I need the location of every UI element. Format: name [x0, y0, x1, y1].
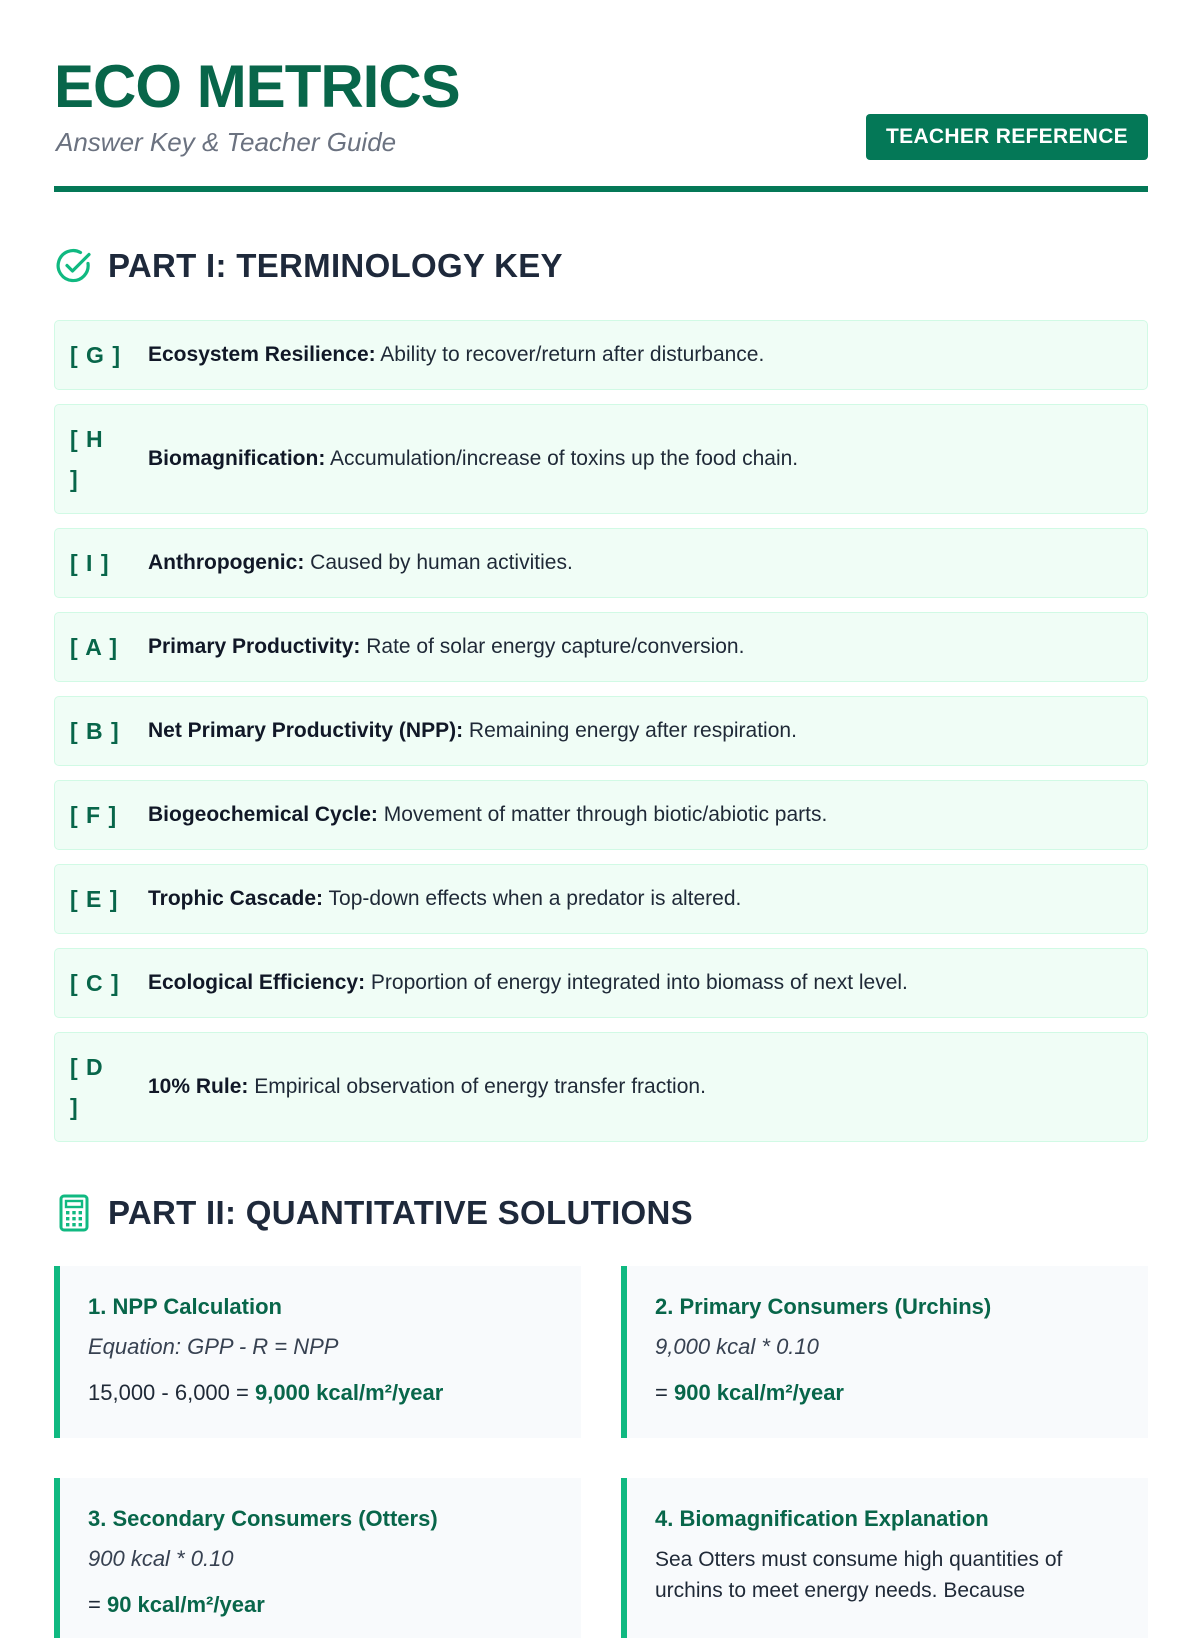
term-text [148, 887, 741, 911]
term-text [148, 635, 744, 659]
term-definition: Rate of solar energy capture/conversion. [360, 635, 745, 658]
term-text [148, 803, 827, 827]
card-equation: 9,000 kcal * 0.10 [655, 1334, 819, 1359]
term-text [148, 1075, 706, 1099]
part1-title: PART I: TERMINOLOGY KEY [108, 247, 563, 284]
term-letter: [ G ] [70, 342, 121, 368]
part1-heading [54, 244, 563, 288]
terminology-list [54, 320, 1148, 1156]
work-text: = [88, 1592, 107, 1617]
answer-value: 9,000 kcal/m²/year [254, 1380, 444, 1405]
term-text [148, 447, 798, 471]
term-letter: [ F ] [70, 802, 118, 828]
term-definition: Movement of matter through biotic/abiotic parts. [377, 803, 828, 826]
card-equation: Equation: GPP - R = NPP [88, 1334, 339, 1359]
calculator-icon [54, 1193, 94, 1233]
term-row [54, 780, 1148, 850]
card-explanation: Sea Otters must consume high quantities of urchins to meet energy needs. Because [655, 1548, 1063, 1602]
card-work [88, 1590, 553, 1620]
term-definition: Remaining energy after respiration. [463, 719, 797, 742]
header-divider [54, 186, 1148, 192]
card-title: 3. Secondary Consumers (Otters) [88, 1506, 438, 1531]
term-letter: [ I ] [70, 550, 110, 576]
card-title: 1. NPP Calculation [88, 1294, 282, 1319]
term-name: Ecosystem Resilience: [148, 343, 376, 366]
term-letter: [ D ] [70, 1054, 104, 1120]
term-row [54, 320, 1148, 390]
term-letter: [ B ] [70, 718, 120, 744]
answer-value: 900 kcal/m²/year [673, 1380, 844, 1405]
term-letter: [ H ] [70, 426, 104, 492]
card-work [88, 1378, 553, 1408]
term-name: Anthropogenic: [148, 551, 305, 574]
term-definition: Caused by human activities. [304, 551, 573, 574]
term-definition: Proportion of energy integrated into biomass of next level. [365, 971, 908, 994]
term-name: Biomagnification: [148, 447, 326, 470]
card-title: 4. Biomagnification Explanation [655, 1506, 989, 1531]
card-work [655, 1378, 1120, 1408]
term-letter: [ A ] [70, 634, 119, 660]
solution-card-urchins [621, 1266, 1148, 1438]
term-name: Ecological Efficiency: [148, 971, 366, 994]
check-circle-icon [54, 246, 94, 286]
page-title: ECO METRICS [54, 53, 460, 120]
term-row [54, 612, 1148, 682]
part2-title: PART II: QUANTITATIVE SOLUTIONS [108, 1194, 693, 1231]
work-text: 15,000 - 6,000 = [88, 1380, 255, 1405]
term-name: Biogeochemical Cycle: [148, 803, 378, 826]
term-name: Primary Productivity: [148, 635, 361, 658]
term-letter: [ C ] [70, 970, 120, 996]
term-name: Trophic Cascade: [148, 887, 324, 910]
work-text: = [655, 1380, 674, 1405]
term-definition: Ability to recover/return after disturbance. [375, 343, 765, 366]
term-row [54, 948, 1148, 1018]
term-row [54, 696, 1148, 766]
term-text [148, 971, 908, 995]
page-header [54, 50, 1148, 195]
term-text [148, 719, 797, 743]
term-definition: Accumulation/increase of toxins up the food chain. [325, 447, 799, 470]
term-letter: [ E ] [70, 886, 119, 912]
solution-card-biomagnification [621, 1478, 1148, 1638]
solution-card-otters [54, 1478, 581, 1638]
term-text [148, 343, 764, 367]
term-row [54, 528, 1148, 598]
term-name: Net Primary Productivity (NPP): [148, 719, 464, 742]
page-subtitle: Answer Key & Teacher Guide [56, 127, 397, 157]
term-row [54, 404, 1148, 514]
teacher-reference-badge: TEACHER REFERENCE [866, 114, 1148, 160]
answer-value: 90 kcal/m²/year [106, 1592, 265, 1617]
term-text [148, 551, 573, 575]
part2-heading [54, 1191, 693, 1235]
term-definition: Top-down effects when a predator is altered. [323, 887, 742, 910]
card-title: 2. Primary Consumers (Urchins) [655, 1294, 992, 1319]
term-definition: Empirical observation of energy transfer fraction. [248, 1075, 706, 1098]
term-name: 10% Rule: [148, 1075, 249, 1098]
solution-card-npp [54, 1266, 581, 1438]
term-row [54, 1032, 1148, 1142]
term-row [54, 864, 1148, 934]
card-equation: 900 kcal * 0.10 [88, 1546, 234, 1571]
